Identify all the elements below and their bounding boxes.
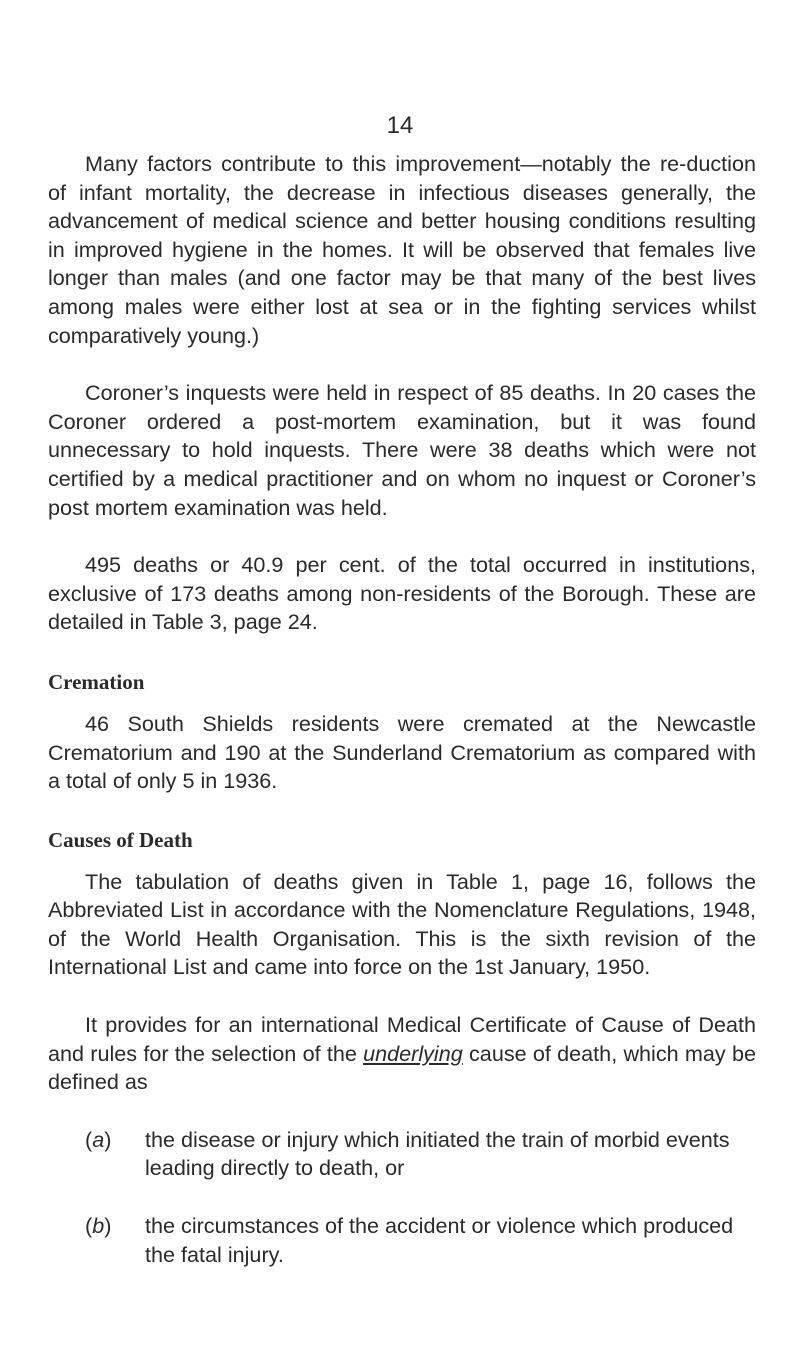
definition-text-a: the disease or injury which initiated the train of morbid events leading directly to death, or — [145, 1126, 730, 1181]
definition-item-a — [85, 1126, 756, 1183]
definition-label-a: (a) — [85, 1126, 112, 1152]
definition-text-b: the circumstances of the accident or violence which produced the fatal injury. — [145, 1213, 734, 1267]
page-body — [48, 150, 756, 1298]
provides-paragraph — [48, 1011, 756, 1097]
cremation-paragraph: 46 South Shields residents were cremated at the Newcastle Crematorium and 190 at the Sunderland Crematorium as compared with a total of only 5 in 1936. — [48, 710, 756, 794]
institutions-paragraph: 495 deaths or 40.9 per cent. of the total occurred in institutions, exclusive of 173 deaths among non-residents of the Borough. These are detailed in Table 3, page 24. — [48, 552, 756, 635]
improvement-paragraph: Many factors contribute to this improvement—notably the re-duction of infant mortality, the decrease in infectious diseases generally, the advancement of medical science and better housing conditions resulting in improved hygiene in the homes. It will be observed that females live longer than males (and one factor may be that many of the best lives among males were either lost at sea or in the fighting services whilst comparatively young.) — [48, 151, 756, 348]
underlying-emphasis: underlying — [363, 1040, 463, 1066]
coroner-paragraph: Coroner’s inquests were held in respect of 85 deaths. In 20 cases the Coroner ordered a post-mortem examination, but it was found unnecessary to hold inquests. There were 38 deaths which were not certified by a medical practitioner and on whom no inquest or Coroner’s post mortem examination was held. — [48, 380, 756, 520]
tabulation-paragraph: The tabulation of deaths given in Table 1, page 16, follows the Abbreviated List in accordance with the Nomenclature Regulations, 1948, of the World Health Organisation. This is the sixth revision of the International List and came into force on the 1st January, 1950. — [48, 868, 756, 980]
causes-heading: Causes of Death — [48, 827, 193, 852]
definition-item-b — [85, 1212, 756, 1269]
definition-label-b: (b) — [85, 1213, 112, 1239]
cremation-heading: Cremation — [48, 669, 145, 694]
page-number: 14 — [386, 112, 414, 139]
provides-text-end: cause of death, which may be defined as — [48, 1040, 756, 1095]
provides-text-start: It provides for an international Medical Certificate of Cause of Death and rules for the selection of the — [48, 1012, 756, 1066]
